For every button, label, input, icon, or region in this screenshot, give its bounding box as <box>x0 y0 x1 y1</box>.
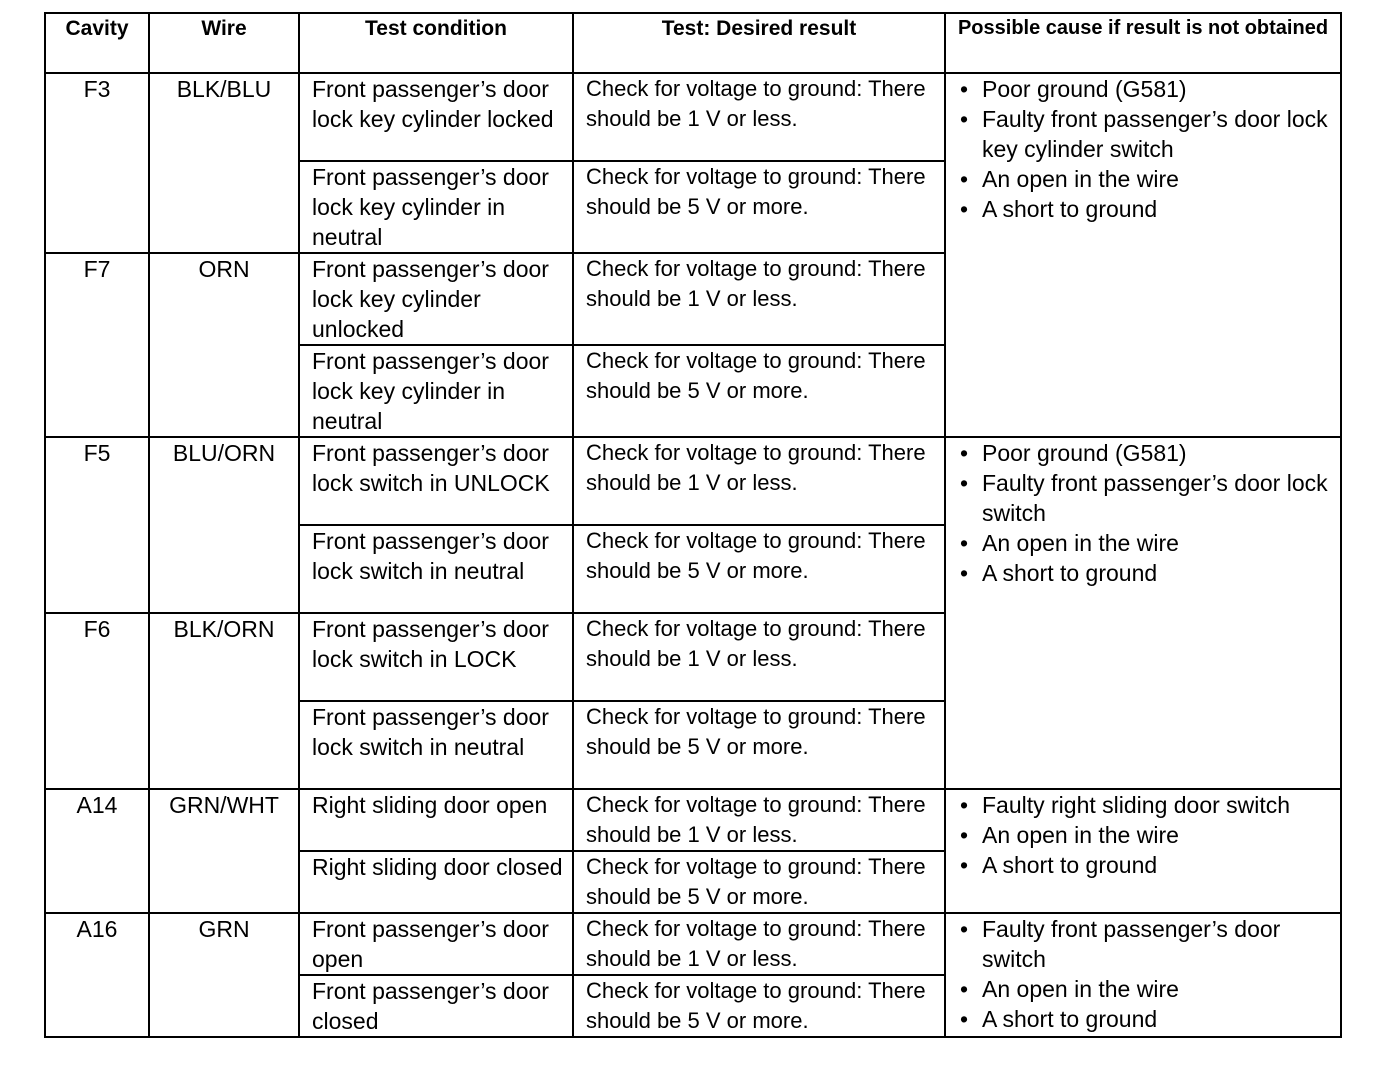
table-row <box>45 437 1341 525</box>
result-cell: Check for voltage to ground: There should be 5 V or more. <box>573 851 945 913</box>
header-wire: Wire <box>149 13 299 73</box>
result-cell: Check for voltage to ground: There should be 1 V or less. <box>573 789 945 851</box>
table-row <box>45 73 1341 161</box>
wire-cell: BLU/ORN <box>149 437 299 613</box>
cause-item: • Faulty front passenger’s door lock switch <box>958 468 1340 528</box>
cavity-cell: A14 <box>45 789 149 913</box>
header-row <box>45 13 1341 73</box>
cause-item: • A short to ground <box>958 850 1340 880</box>
condition-cell: Right sliding door open <box>299 789 573 851</box>
condition-cell: Front passenger’s door lock key cylinder locked <box>299 73 573 161</box>
result-cell: Check for voltage to ground: There should be 1 V or less. <box>573 437 945 525</box>
cause-item: • Faulty front passenger’s door switch <box>958 914 1340 974</box>
condition-cell: Front passenger’s door open <box>299 913 573 975</box>
wire-cell: BLK/ORN <box>149 613 299 789</box>
cause-cell <box>945 913 1341 1037</box>
result-cell: Check for voltage to ground: There should be 1 V or less. <box>573 73 945 161</box>
cause-item: • An open in the wire <box>958 164 1340 194</box>
cause-item: • Poor ground (G581) <box>958 74 1340 104</box>
cause-item: • An open in the wire <box>958 528 1340 558</box>
cause-item: • A short to ground <box>958 1004 1340 1034</box>
wire-cell: ORN <box>149 253 299 437</box>
result-cell: Check for voltage to ground: There should be 1 V or less. <box>573 913 945 975</box>
condition-cell: Front passenger’s door lock key cylinder unlocked <box>299 253 573 345</box>
cause-item: • A short to ground <box>958 194 1340 224</box>
header-cavity: Cavity <box>45 13 149 73</box>
result-cell: Check for voltage to ground: There should be 5 V or more. <box>573 345 945 437</box>
cause-item: • An open in the wire <box>958 974 1340 1004</box>
cavity-cell: F5 <box>45 437 149 613</box>
wire-cell: BLK/BLU <box>149 73 299 253</box>
condition-cell: Front passenger’s door lock key cylinder in neutral <box>299 345 573 437</box>
condition-cell: Front passenger’s door lock switch in LOCK <box>299 613 573 701</box>
cause-cell <box>945 73 1341 437</box>
wire-cell: GRN/WHT <box>149 789 299 913</box>
condition-cell: Front passenger’s door lock switch in neutral <box>299 525 573 613</box>
result-cell: Check for voltage to ground: There should be 5 V or more. <box>573 701 945 789</box>
result-cell: Check for voltage to ground: There should be 5 V or more. <box>573 161 945 253</box>
cause-cell <box>945 437 1341 789</box>
cause-item: • Faulty front passenger’s door lock key cylinder switch <box>958 104 1340 164</box>
cause-item: • An open in the wire <box>958 820 1340 850</box>
header-possible-cause: Possible cause if result is not obtained <box>945 13 1341 73</box>
result-cell: Check for voltage to ground: There should be 5 V or more. <box>573 525 945 613</box>
cause-list <box>958 790 1340 880</box>
cause-item: • Poor ground (G581) <box>958 438 1340 468</box>
wire-cell: GRN <box>149 913 299 1037</box>
cause-item: • Faulty right sliding door switch <box>958 790 1340 820</box>
condition-cell: Front passenger’s door closed <box>299 975 573 1037</box>
cause-list <box>958 438 1340 588</box>
result-cell: Check for voltage to ground: There should be 1 V or less. <box>573 253 945 345</box>
cavity-cell: F6 <box>45 613 149 789</box>
condition-cell: Front passenger’s door lock key cylinder in neutral <box>299 161 573 253</box>
cause-list <box>958 74 1340 224</box>
header-desired-result: Test: Desired result <box>573 13 945 73</box>
table-row <box>45 913 1341 975</box>
condition-cell: Front passenger’s door lock switch in neutral <box>299 701 573 789</box>
cause-cell <box>945 789 1341 913</box>
table-row <box>45 789 1341 851</box>
condition-cell: Front passenger’s door lock switch in UNLOCK <box>299 437 573 525</box>
header-test-condition: Test condition <box>299 13 573 73</box>
result-cell: Check for voltage to ground: There should be 5 V or more. <box>573 975 945 1037</box>
cavity-cell: A16 <box>45 913 149 1037</box>
condition-cell: Right sliding door closed <box>299 851 573 913</box>
result-cell: Check for voltage to ground: There should be 1 V or less. <box>573 613 945 701</box>
diagnostic-table <box>44 12 1342 1038</box>
cause-item: • A short to ground <box>958 558 1340 588</box>
cavity-cell: F3 <box>45 73 149 253</box>
cavity-cell: F7 <box>45 253 149 437</box>
cause-list <box>958 914 1340 1034</box>
